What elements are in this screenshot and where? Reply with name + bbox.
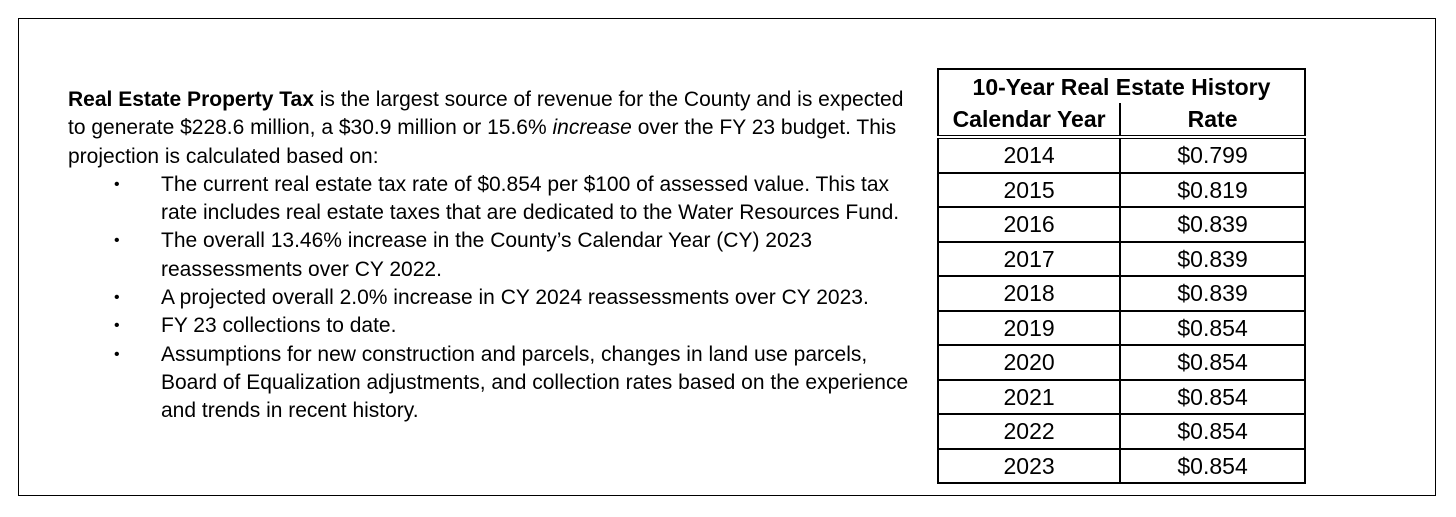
rate-cell: $0.799 [1120, 137, 1305, 173]
list-item [68, 312, 918, 340]
bullet-icon: • [114, 317, 120, 335]
table-row [938, 242, 1305, 277]
rate-cell: $0.854 [1120, 311, 1305, 346]
table-row [938, 137, 1305, 173]
bullet-icon: • [114, 345, 120, 363]
lead-term: Real Estate Property Tax [68, 88, 314, 111]
year-cell: 2017 [938, 242, 1120, 277]
intro-emphasis: increase [552, 116, 632, 140]
year-cell: 2021 [938, 380, 1120, 415]
table-row [938, 414, 1305, 449]
bullet-icon: • [114, 175, 120, 193]
list-item-text: Assumptions for new construction and parcels, changes in land use parcels, Board of Equalization adjustments, and collection rates based on the experience and trends in recent history. [161, 342, 909, 423]
rate-history-table [937, 68, 1306, 484]
column-header-year: Calendar Year [938, 103, 1120, 137]
table-title: 10-Year Real Estate History [938, 69, 1305, 103]
column-header-rate: Rate [1120, 103, 1305, 137]
rate-cell: $0.854 [1120, 449, 1305, 484]
table-row [938, 173, 1305, 208]
table-row [938, 380, 1305, 415]
intro-text-1: is the largest source of revenue for the County and is expected to generate $228.6 million, a $30.9 million or 15.6% [68, 88, 904, 140]
rate-cell: $0.819 [1120, 173, 1305, 208]
table-row [938, 311, 1305, 346]
year-cell: 2015 [938, 173, 1120, 208]
table-row [938, 449, 1305, 484]
list-item [68, 284, 918, 312]
list-item-text: The current real estate tax rate of $0.854 per $100 of assessed value. This tax rate includes real estate taxes that are dedicated to the Water Resources Fund. [161, 172, 900, 225]
list-item [68, 227, 918, 284]
intro-text-2: over the FY 23 budget. This projection is calculated based on: [68, 116, 897, 168]
rate-cell: $0.854 [1120, 380, 1305, 415]
list-item [68, 171, 918, 228]
year-cell: 2020 [938, 345, 1120, 380]
rate-cell: $0.854 [1120, 345, 1305, 380]
table-row [938, 207, 1305, 242]
list-item [68, 341, 918, 426]
rate-cell: $0.839 [1120, 276, 1305, 311]
narrative-text [68, 86, 918, 426]
rate-cell: $0.839 [1120, 242, 1305, 277]
year-cell: 2018 [938, 276, 1120, 311]
year-cell: 2023 [938, 449, 1120, 484]
intro-paragraph [68, 86, 918, 171]
year-cell: 2022 [938, 414, 1120, 449]
table-row [938, 345, 1305, 380]
rate-cell: $0.839 [1120, 207, 1305, 242]
rate-cell: $0.854 [1120, 414, 1305, 449]
list-item-text: FY 23 collections to date. [161, 314, 397, 338]
year-cell: 2016 [938, 207, 1120, 242]
list-item-text: A projected overall 2.0% increase in CY 2024 reassessments over CY 2023. [161, 286, 869, 310]
bullet-icon: • [114, 232, 120, 250]
list-item-text: The overall 13.46% increase in the County’s Calendar Year (CY) 2023 reassessments over CY 2022. [161, 229, 812, 281]
year-cell: 2019 [938, 311, 1120, 346]
assumptions-list [68, 171, 918, 426]
table-row [938, 276, 1305, 311]
bullet-icon: • [114, 289, 120, 307]
year-cell: 2014 [938, 137, 1120, 173]
